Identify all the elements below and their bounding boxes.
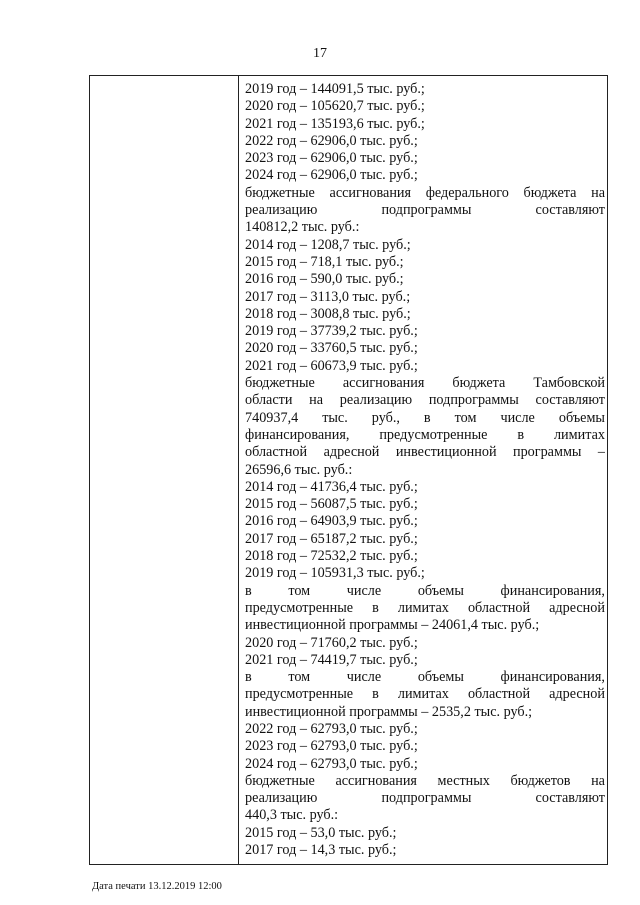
text-line: 2020 год – 71760,2 тыс. руб.; (245, 634, 418, 651)
page-number: 17 (313, 46, 327, 61)
word: в (245, 669, 252, 686)
word: объемы (417, 669, 464, 686)
word: областной (467, 686, 531, 703)
word: реализацию (339, 392, 413, 409)
text-line: 2014 год – 41736,4 тыс. руб.; (245, 478, 418, 495)
justified-line (245, 202, 605, 219)
word: подпрограммы (428, 392, 519, 409)
word: области (245, 392, 293, 409)
word: реализацию (245, 202, 318, 219)
word: руб., (371, 409, 400, 426)
text-line: 2018 год – 3008,8 тыс. руб.; (245, 305, 411, 322)
justified-line (245, 375, 605, 392)
word: предусмотренные (245, 686, 354, 703)
print-date: Дата печати 13.12.2019 12:00 (92, 881, 222, 892)
text-line: 2016 год – 64903,9 тыс. руб.; (245, 513, 418, 530)
text-line: 2015 год – 56087,5 тыс. руб.; (245, 496, 418, 513)
word: бюджетов (510, 772, 571, 789)
word: лимитах (397, 599, 449, 616)
word: адресной (323, 444, 380, 461)
word: тыс. (322, 409, 348, 426)
justified-line (245, 600, 605, 617)
justified-line (245, 669, 605, 686)
table-cell-text (245, 81, 605, 859)
justified-line (245, 583, 605, 600)
word: финансирования, (500, 669, 605, 686)
word: на (591, 184, 605, 201)
justified-line (245, 773, 605, 790)
word: бюджета (452, 375, 506, 392)
word: подпрограммы (381, 202, 472, 219)
text-line: инвестиционной программы – 24061,4 тыс. руб.; (245, 617, 540, 634)
word: инвестиционной (395, 444, 497, 461)
word: бюджета (523, 184, 577, 201)
text-line: 2023 год – 62906,0 тыс. руб.; (245, 150, 418, 167)
word: реализацию (245, 790, 318, 807)
document-table (89, 75, 608, 865)
word: подпрограммы (381, 790, 472, 807)
text-line: 2024 год – 62906,0 тыс. руб.; (245, 167, 418, 184)
word: адресной (549, 599, 605, 616)
word: областной (467, 599, 531, 616)
word: адресной (549, 686, 605, 703)
word: на (309, 392, 324, 409)
word: федерального (425, 184, 509, 201)
text-line: 2022 год – 62793,0 тыс. руб.; (245, 720, 418, 737)
word: числе (346, 582, 382, 599)
justified-line (245, 427, 605, 444)
word: в (372, 686, 379, 703)
word: том (288, 582, 311, 599)
word: ассигнования (329, 184, 412, 201)
word: в (517, 426, 525, 443)
word: в (372, 599, 379, 616)
text-line: 2017 год – 65187,2 тыс. руб.; (245, 530, 418, 547)
word: Тамбовской (533, 375, 605, 392)
word: числе (500, 409, 535, 426)
justified-line (245, 790, 605, 807)
word: областной (245, 444, 308, 461)
word: программы (512, 444, 582, 461)
word: финансирования, (245, 426, 350, 443)
text-line: 2021 год – 74419,7 тыс. руб.; (245, 651, 418, 668)
text-line: 2016 год – 590,0 тыс. руб.; (245, 271, 404, 288)
text-line: 2024 год – 62793,0 тыс. руб.; (245, 755, 418, 772)
text-line: 2019 год – 144091,5 тыс. руб.; (245, 81, 425, 97)
text-line: 140812,2 тыс. руб.: (245, 219, 360, 236)
text-line: 2015 год – 718,1 тыс. руб.; (245, 253, 404, 270)
word: ассигнования (342, 375, 425, 392)
word: – (597, 444, 605, 461)
word: предусмотренные (379, 426, 488, 443)
column-divider (238, 76, 239, 864)
word: том (288, 669, 311, 686)
justified-line (245, 392, 605, 409)
text-line: 2021 год – 135193,6 тыс. руб.; (245, 115, 425, 132)
text-line: 2017 год – 14,3 тыс. руб.; (245, 842, 397, 859)
word: ассигнования (335, 772, 417, 789)
word: 740937,4 (245, 409, 299, 426)
word: составляют (535, 202, 605, 219)
word: составляют (535, 392, 605, 409)
text-line: 2018 год – 72532,2 тыс. руб.; (245, 548, 418, 565)
text-line: 2019 год – 105931,3 тыс. руб.; (245, 565, 425, 582)
word: бюджетные (245, 375, 315, 392)
text-line: 2017 год – 3113,0 тыс. руб.; (245, 288, 411, 305)
word: числе (346, 669, 382, 686)
justified-line (245, 444, 605, 461)
text-line: 26596,6 тыс. руб.: (245, 461, 353, 478)
text-line: 2022 год – 62906,0 тыс. руб.; (245, 132, 418, 149)
text-line: инвестиционной программы – 2535,2 тыс. руб.; (245, 703, 533, 720)
word: бюджетные (245, 772, 315, 789)
word: бюджетные (245, 184, 315, 201)
word: в (423, 409, 431, 426)
text-line: 2015 год – 53,0 тыс. руб.; (245, 824, 397, 841)
text-line: 2023 год – 62793,0 тыс. руб.; (245, 738, 418, 755)
text-line: 2019 год – 37739,2 тыс. руб.; (245, 323, 418, 340)
word: лимитах (553, 426, 605, 443)
text-line: 2014 год – 1208,7 тыс. руб.; (245, 236, 411, 253)
word: составляют (535, 790, 605, 807)
word: финансирования, (500, 582, 605, 599)
justified-line (245, 410, 605, 427)
text-line: 2020 год – 33760,5 тыс. руб.; (245, 340, 418, 357)
word: предусмотренные (245, 599, 354, 616)
text-line: 2020 год – 105620,7 тыс. руб.; (245, 98, 425, 115)
text-line: 440,3 тыс. руб.: (245, 807, 339, 824)
word: на (591, 772, 605, 789)
word: объемы (558, 409, 605, 426)
word: том (454, 409, 477, 426)
word: в (245, 582, 252, 599)
word: объемы (417, 582, 464, 599)
word: местных (437, 772, 490, 789)
justified-line (245, 686, 605, 703)
word: лимитах (397, 686, 449, 703)
text-line: 2021 год – 60673,9 тыс. руб.; (245, 357, 418, 374)
justified-line (245, 185, 605, 202)
